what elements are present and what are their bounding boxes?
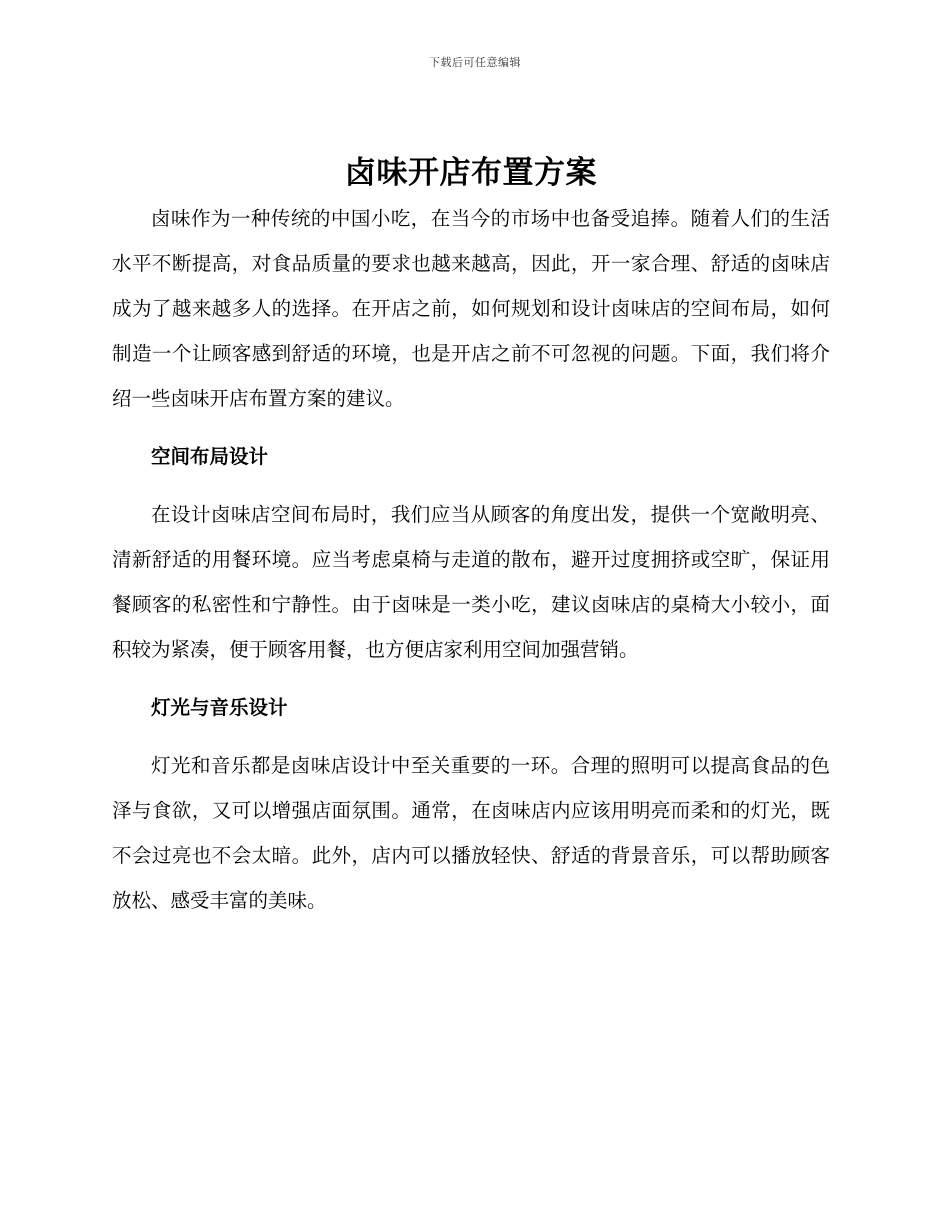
header-note: 下载后可任意编辑: [429, 56, 521, 69]
document-body: [112, 150, 830, 923]
section-heading-layout: 空间布局设计: [151, 445, 269, 468]
section-heading-lighting-music: 灯光与音乐设计: [151, 696, 288, 719]
section-paragraph-layout: 在设计卤味店空间布局时，我们应当从顾客的角度出发，提供一个宽敞明亮、清新舒适的用餐环境。应当考虑桌椅与走道的散布，避开过度拥挤或空旷，保证用餐顾客的私密性和宁静性。由于卤味是一类小吃，建议卤味店的桌椅大小较小，面积较为紧凑，便于顾客用餐，也方便店家利用空间加强营销。: [112, 503, 830, 661]
section-gap: [112, 672, 830, 685]
section-gap: [112, 479, 830, 492]
section-paragraph-lighting-music: 灯光和音乐都是卤味店设计中至关重要的一环。合理的照明可以提高食品的色泽与食欲，又可以增强店面氛围。通常，在卤味店内应该用明亮而柔和的灯光，既不会过亮也不会太暗。此外，店内可以播放轻快、舒适的背景音乐，可以帮助顾客放松、感受丰富的美味。: [112, 754, 830, 912]
section-gap: [112, 730, 830, 743]
section-gap: [112, 421, 830, 434]
document-title: 卤味开店布置方案: [345, 155, 597, 191]
intro-paragraph: 卤味作为一种传统的中国小吃，在当今的市场中也备受追捧。随着人们的生活水平不断提高，对食品质量的要求也越来越高，因此，开一家合理、舒适的卤味店成为了越来越多人的选择。在开店之前，如何规划和设计卤味店的空间布局，如何制造一个让顾客感到舒适的环境，也是开店之前不可忽视的问题。下面，我们将介绍一些卤味开店布置方案的建议。: [112, 207, 830, 410]
